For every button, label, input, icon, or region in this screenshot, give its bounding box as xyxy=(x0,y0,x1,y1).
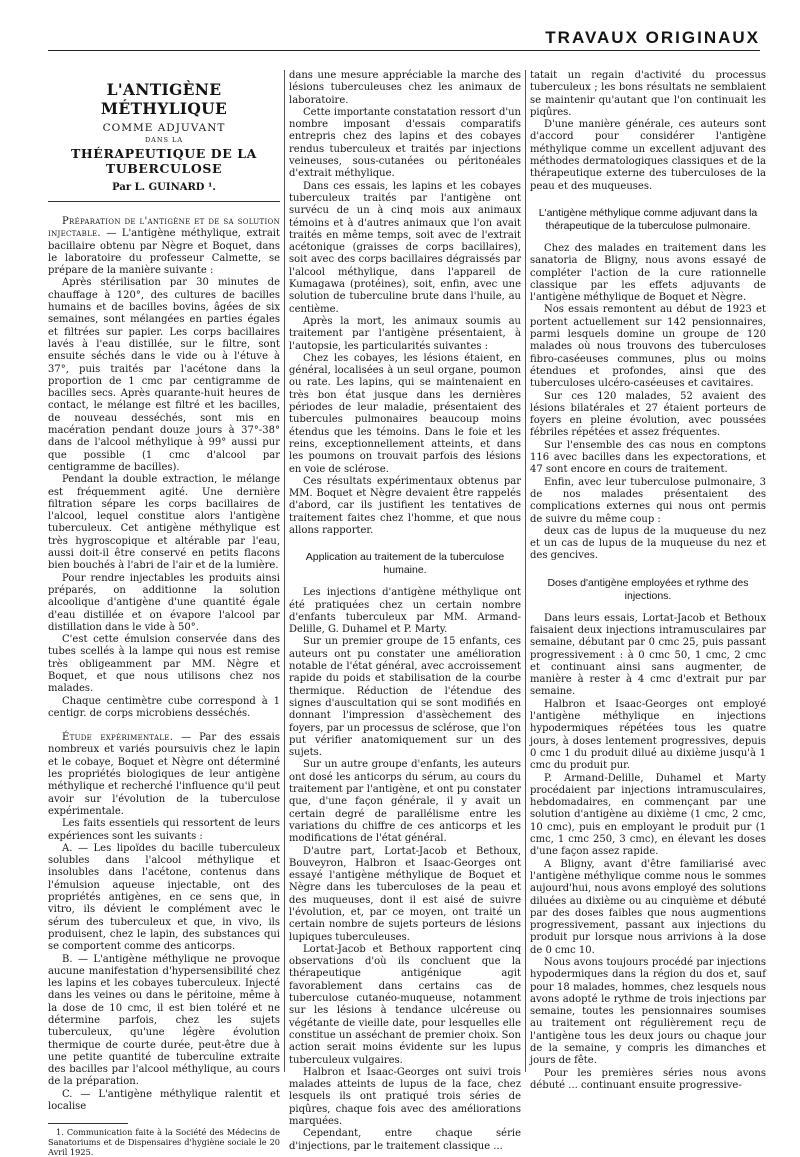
paragraph: Pour les premières séries nous avons débuté ... continuant ensuite progressive- xyxy=(530,1067,766,1091)
section-heading: Application au traitement de la tuberculose humaine. xyxy=(305,551,505,577)
paragraph: A. — Les lipoïdes du bacille tuberculeux solubles dans l'alcool méthylique et insolubles dans l'acétone, contenus dans l'émulsion aqueuse injectable, ont des propriétés antigènes, en ce sens que, in vitro, ils dévient le complément avec le sérum des tuberculeux et que, in vivo, ils produisent, chez le lapin, des substances qui se comportent comme des anticorps. xyxy=(48,842,280,953)
paragraph: Dans leurs essais, Lortat-Jacob et Bethoux faisaient deux injections intramusculaires par semaine, débutant par 0 cmc 25, puis passant progressivement : à 0 cmc 50, 1 cmc, 2 cmc et continuant ainsi sans augmenter, de manière à rester à 4 cmc d'extrait pur par semaine. xyxy=(530,612,766,698)
section-heading-inline: Étude expérimentale. xyxy=(62,732,174,744)
paragraph: deux cas de lupus de la muqueuse du nez et un cas de lupus de la muqueuse du nez et des gencives. xyxy=(530,525,766,562)
paragraph: Lortat-Jacob et Bethoux rapportent cinq observations d'où ils concluent que la thérapeutique antigénique agit favorablement dans certains cas de tuberculose cutanéo-muqueuse, notamment sur les lésions à tendance ulcéreuse ou végétante de vieille date, pour lesquelles elle constitue un asséchant de premier choix. Son action serait moins évidente sur les lupus tuberculeux vulgaires. xyxy=(289,943,521,1066)
paragraph: C. — L'antigène méthylique ralentit et localise xyxy=(48,1088,280,1113)
article-title-second-line: THÉRAPEUTIQUE DE LA TUBERCULOSE xyxy=(71,146,257,176)
paragraph: Sur un premier groupe de 15 enfants, ces auteurs ont pu constater une amélioration notable de l'état général, avec accroissement rapide du poids et stabilisation de la courbe thermique. Réduction de l'étendue des signes d'auscultation qui se sont modifiés en donnant l'impression d'assèchement des foyers, par un processus de sclérose, que l'on put vérifier anatomiquement sur un des sujets. xyxy=(289,636,521,759)
paragraph: Chaque centimètre cube correspond à 1 centigr. de corps microbiens desséchés. xyxy=(48,695,280,719)
column-1 xyxy=(48,70,280,1157)
paragraph: Après la mort, les animaux soumis au traitement par l'antigène présentaient, à l'autopsie, les particularités suivantes : xyxy=(289,315,521,352)
section-heading-inline: Préparation de l'antigène et de sa solution injectable. xyxy=(48,216,280,240)
paragraph: Nos essais remontent au début de 1923 et portent actuellement sur 142 pensionnaires, parmi lesquels domine un groupe de 120 malades où nous trouvons des tuberculoses fibro-caséeuses communes, plus ou moins étendues et profondes, ainsi que des tuberculoses ulcéro-caséeuses et cavitaires. xyxy=(530,304,766,390)
column-3 xyxy=(530,70,766,1091)
paragraph: Après stérilisation par 30 minutes de chauffage à 120°, des cultures de bacilles humains et de bacilles bovins, âgées de six semaines, sont mélangées en parties égales et filtrées sur papier. Les corps bacillaires lavés à l'eau distillée, sur le filtre, sont ensuite séchés dans le vide ou à l'étuve à 37°, puis traités par l'acétone dans la proportion de 1 cmc par centigramme de bacilles secs. Après quarante-huit heures de contact, le mélange est filtré et les bacilles, de nouveau desséchés, sont mis en macération pendant douze jours à 37°-38° dans de l'alcool méthylique à 99° aussi pur que possible (1 cmc d'alcool par centigramme de bacilles). xyxy=(48,277,280,473)
article-title: L'ANTIGÈNE MÉTHYLIQUE xyxy=(100,80,228,118)
paragraph: Sur ces 120 malades, 52 avaient des lésions bilatérales et 27 étaient porteurs de foyers en pleine évolution, avec poussées fébriles répétées et assez fréquentes. xyxy=(530,390,766,439)
paragraph: dans une mesure appréciable la marche des lésions tuberculeuses chez les animaux de laboratoire. xyxy=(289,70,521,106)
section-heading: L'antigène méthylique comme adjuvant dans la thérapeutique de la tuberculose pulmonaire. xyxy=(538,206,758,232)
paragraph: Nous avons toujours procédé par injections hypodermiques dans la région du dos et, sauf pour 18 malades, hommes, chez lesquels nous avons adopté le rythme de trois injections par semaine, toutes les pensionnaires soumises au traitement ont régulièrement reçu de l'antigène tous les deux jours ou chaque jour de la semaine, y compris les dimanches et jours de fête. xyxy=(530,957,766,1067)
paragraph: C'est cette émulsion conservée dans des tubes scellés à la lampe qui nous est remise très obligeamment par MM. Nègre et Boquet, et que nous utilisons chez nos malades. xyxy=(48,634,280,695)
footnote-rule xyxy=(48,1123,128,1124)
paragraph: Les injections d'antigène méthylique ont été pratiquées chez un certain nombre d'enfants tuberculeux par MM. Armand-Delille, G. Duhamel et P. Marty. xyxy=(289,587,521,636)
paragraph: Enfin, avec leur tuberculose pulmonaire, 3 de nos malades présentaient des complications externes qui nous ont permis de suivre du même coup : xyxy=(530,476,766,525)
article-title-block xyxy=(48,70,280,202)
footnote: 1. Communication faite à la Société des Médecins de Sanatoriums et de Dispensaires d'hygiène sociale le 20 Avril 1925. xyxy=(48,1127,280,1157)
paragraph: P. Armand-Delille, Duhamel et Marty procédaient par injections intramusculaires, hebdomadaires, en commençant par une solution d'antigène au dixième (1 cmc, 2 cmc, 10 cmc), puis en employant le produit pur (1 cmc, 1 cmc 250, 3 cmc), en élevant les doses d'une façon assez rapide. xyxy=(530,772,766,858)
column-divider-1 xyxy=(284,70,285,1072)
paragraph: Les faits essentiels qui ressortent de leurs expériences sont les suivants : xyxy=(48,818,280,842)
paragraph: Dans ces essais, les lapins et les cobayes tuberculeux traités par l'antigène ont survécu de un à cinq mois aux animaux témoins et à d'autres animaux que l'on avait traités en même temps, soit avec de l'extrait acétonique (graisses de corps bacillaires), soit avec des corps bacillaires dégraissés par l'alcool méthylique, dans l'appareil de Kumagawa (protéines), soit, enfin, avec une solution de tuberculine brute dans l'huile, au centième. xyxy=(289,180,521,315)
paragraph: Ces résultats expérimentaux obtenus par MM. Boquet et Nègre devaient être rappelés d'abord, car ils justifient les tentatives de traitement faites chez l'homme, et que nous allons rapporter. xyxy=(289,475,521,536)
paragraph: B. — L'antigène méthylique ne provoque aucune manifestation d'hypersensibilité chez les lapins et les cobayes tuberculeux. Injecté dans les veines ou dans le péritoine, même à la dose de 10 cmc, il est bien toléré et ne détermine parfois, chez les sujets tuberculeux, qu'une légère évolution thermique de courte durée, peut-être due à une petite quantité de tuberculine extraite des bacilles par l'alcool méthylique, au cours de la préparation. xyxy=(48,953,280,1088)
paragraph: Sur l'ensemble des cas nous en comptons 116 avec bacilles dans les expectorations, et 47 sont encore en cours de traitement. xyxy=(530,439,766,476)
article-title-connector: DANS LA xyxy=(144,136,184,144)
running-head xyxy=(48,28,760,51)
paragraph: D'autre part, Lortat-Jacob et Bethoux, Bouveyron, Halbron et Isaac-Georges ont essayé l'antigène méthylique de Boquet et Nègre dans les tuberculoses de la peau et des muqueuses, dont il est aisé de suivre l'évolution, et, par ce moyen, ont traité un certain nombre de sujets porteurs de lésions lupiques tuberculeuses. xyxy=(289,845,521,943)
spacer xyxy=(48,720,280,732)
paragraph: tatait un regain d'activité du processus tuberculeux ; les bons résultats ne semblaient se maintenir qu'autant que l'on continuait les piqûres. xyxy=(530,70,766,118)
paragraph: A Bligny, avant d'être familiarisé avec l'antigène méthylique comme nous le sommes aujourd'hui, nous avons employé des solutions diluées au dixième ou au cinquième et débuté par des doses faibles que nous augmentions progressivement, passant aux injections du produit pur lorsque nous arrivions à la dose de 0 cmc 10. xyxy=(530,858,766,956)
paragraph: Cette importante constatation ressort d'un nombre imposant d'essais comparatifs entrepris chez des lapins et des cobayes rendus tuberculeux et traités par injections veineuses, sous-cutanées ou péritonéales d'extrait méthylique. xyxy=(289,106,521,180)
paragraph: Halbron et Isaac-Georges ont suivi trois malades atteints de lupus de la face, chez lesquels ils ont pratiqué trois séries de piqûres, chaque fois avec des améliorations marquées. xyxy=(289,1066,521,1128)
column-2 xyxy=(289,70,521,1152)
paragraph: Pendant la double extraction, le mélange est fréquemment agité. Une dernière filtration sépare les corps bacillaires de l'alcool, lequel constitue alors l'antigène tuberculeux. Cet antigène méthylique est très hygroscopique et altérable par l'eau, aussi doit-il être conservé en petits flacons bien bouchés à l'abri de l'air et de la lumière. xyxy=(48,474,280,572)
column-divider-2 xyxy=(525,70,526,1072)
paragraph: Chez les cobayes, les lésions étaient, en général, localisées à un seul organe, poumon ou rate. Les lapins, qui se maintenaient en très bon état jusque dans les dernières périodes de leur maladie, présentaient des tubercules pulmonaires beaucoup moins étendus que les témoins. Dans le foie et les reins, exceptionnellement atteints, et dans les poumons on trouvait parfois des lésions en voie de sclérose. xyxy=(289,352,521,475)
paragraph: Halbron et Isaac-Georges ont employé l'antigène méthylique en injections hypodermiques répétées tous les quatre jours, à doses lentement progressives, depuis 0 cmc 1 du produit dilué au dixième jusqu'à 1 cmc du produit pur. xyxy=(530,698,766,772)
paragraph: Cependant, entre chaque série d'injections, par le traitement classique ... xyxy=(289,1128,521,1152)
paragraph: D'une manière générale, ces auteurs sont d'accord pour considérer l'antigène méthylique comme un excellent adjuvant des méthodes dermatologiques classiques et de la thérapeutique externe des tuberculoses de la peau et des muqueuses. xyxy=(530,119,766,192)
paragraph: Pour rendre injectables les produits ainsi préparés, on additionne la solution alcoolique d'antigène d'une quantité égale d'eau distillée et on évapore l'alcool par distillation dans le vide à 50°. xyxy=(48,572,280,633)
running-head-text: TRAVAUX ORIGINAUX xyxy=(545,28,760,47)
paragraph: Étude expérimentale. — Par des essais nombreux et variés poursuivis chez le lapin et le cobaye, Boquet et Nègre ont déterminé les propriétés biologiques de leur antigène méthylique et recherché l'influence qu'il peut avoir sur l'évolution de la tuberculose expérimentale. xyxy=(48,732,280,817)
section-heading: Doses d'antigène employées et rythme des injections. xyxy=(547,576,749,602)
article-subtitle: COMME ADJUVANT xyxy=(102,122,226,134)
paragraph: Préparation de l'antigène et de sa solution injectable. — L'antigène méthylique, extrait bacillaire obtenu par Nègre et Boquet, dans le laboratoire du professeur Calmette, se prépare de la manière suivante : xyxy=(48,216,280,277)
paragraph: Chez des malades en traitement dans les sanatoria de Bligny, nous avons essayé de compléter l'action de la cure rationnelle classique par les effets adjuvants de l'antigène méthylique de Boquet et Nègre. xyxy=(530,242,766,304)
paragraph: Sur un autre groupe d'enfants, les auteurs ont dosé les anticorps du sérum, au cours du traitement par l'antigène, et ont pu constater que, d'une façon générale, il y avait un certain degré de parallélisme entre les variations du chiffre de ces anticorps et les modifications de l'état général. xyxy=(289,759,521,845)
article-author: Par L. GUINARD ¹. xyxy=(112,182,216,193)
